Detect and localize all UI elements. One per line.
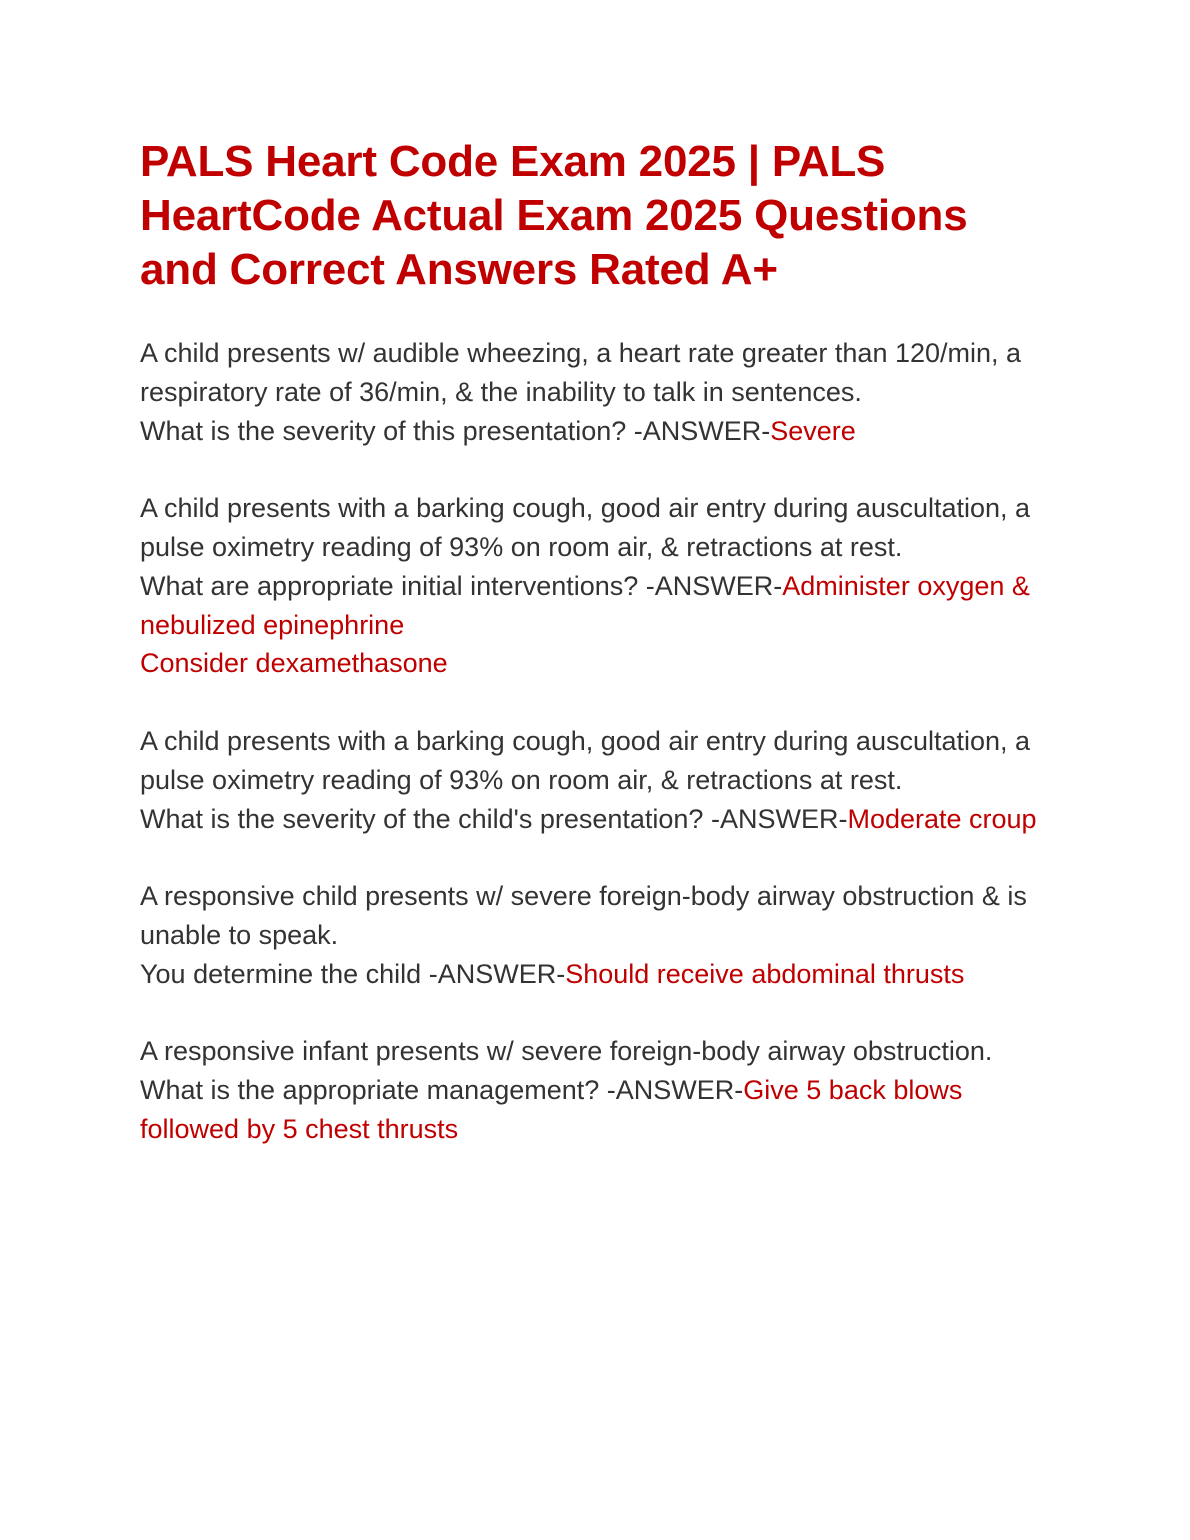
document-page [140,135,1050,1188]
qa-answer: Severe [770,415,856,446]
qa-question-line [140,412,1050,451]
qa-answer: Administer oxygen & nebulized epinephrine [140,570,1030,640]
qa-scenario: A child presents w/ audible wheezing, a heart rate greater than 120/min, a respiratory rate of 36/min, & the inability to talk in sentences. [140,338,1022,407]
qa-scenario: A child presents with a barking cough, good air entry during auscultation, a pulse oximetry reading of 93% on room air, & retractions at rest. [140,493,1031,562]
qa-item [140,334,1050,450]
qa-question-line [140,1071,1050,1149]
qa-item [140,489,1050,683]
qa-scenario: A child presents with a barking cough, good air entry during auscultation, a pulse oximetry reading of 93% on room air, & retractions at rest. [140,725,1031,795]
answer-marker: -ANSWER- [645,570,783,601]
answer-marker: -ANSWER- [633,415,771,446]
qa-answer: Give 5 back blows followed by 5 chest thrusts [140,1075,963,1144]
qa-question-line [140,955,1050,994]
qa-answer-extra: Consider dexamethasone [140,648,448,679]
qa-list [140,334,1050,1149]
qa-question: What is the severity of this presentation? [140,415,634,446]
qa-answer: Moderate croup [847,803,1037,834]
qa-scenario: A responsive child presents w/ severe foreign-body airway obstruction & is unable to speak. [140,881,1027,950]
qa-answer: Should receive abdominal thrusts [565,958,965,989]
qa-question: What is the appropriate management? [140,1075,607,1106]
answer-marker: -ANSWER- [428,958,566,989]
qa-item [140,877,1050,993]
qa-question: You determine the child [140,958,429,989]
document-title: PALS Heart Code Exam 2025 | PALS HeartCode Actual Exam 2025 Questions and Correct Answers Rated A+ [140,137,968,294]
qa-question: What is the severity of the child's presentation? [140,803,711,834]
qa-item [140,722,1050,838]
qa-scenario: A responsive infant presents w/ severe foreign-body airway obstruction. [140,1036,993,1067]
qa-question: What are appropriate initial interventions? [140,570,646,601]
answer-marker: -ANSWER- [710,803,848,834]
qa-question-line [140,567,1050,645]
answer-marker: -ANSWER- [606,1075,744,1106]
qa-question-line [140,800,1050,839]
qa-item [140,1032,1050,1148]
